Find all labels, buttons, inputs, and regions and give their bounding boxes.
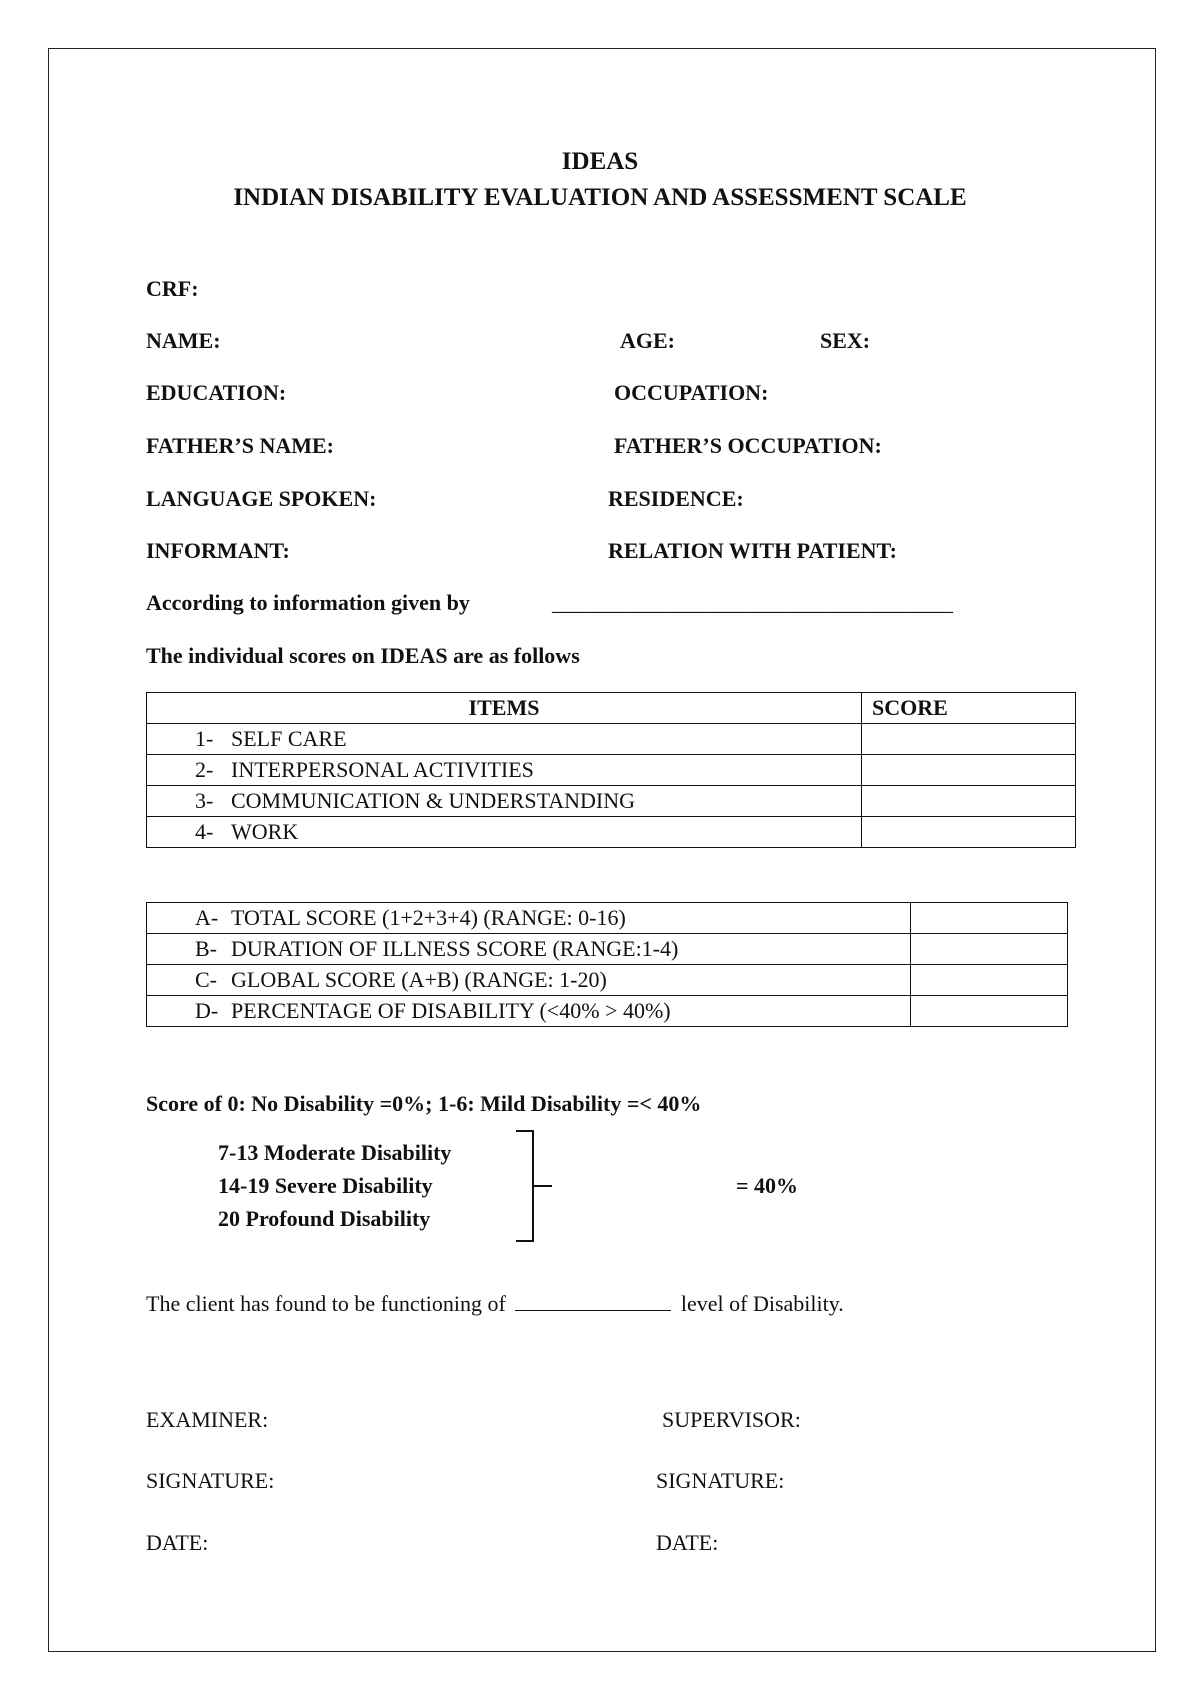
crf-label: CRF:	[146, 276, 199, 301]
score-header: SCORE	[862, 693, 1076, 724]
item-number: 4-	[195, 819, 214, 844]
score-legend-line: Score of 0: No Disability =0%; 1-6: Mild Disability =< 40%	[146, 1091, 702, 1116]
residence-label: RESIDENCE:	[608, 486, 744, 511]
score-cell[interactable]	[911, 903, 1068, 934]
table-row	[147, 755, 1076, 786]
equals-40-percent: = 40%	[736, 1173, 799, 1198]
score-cell[interactable]	[862, 755, 1076, 786]
table-row	[147, 996, 1068, 1027]
profound-disability-label: 20 Profound Disability	[218, 1206, 431, 1231]
score-cell[interactable]	[862, 786, 1076, 817]
item-label: SELF CARE	[231, 726, 347, 751]
according-to-blank: ________________________________________	[552, 590, 952, 615]
moderate-disability-label: 7-13 Moderate Disability	[218, 1140, 452, 1165]
signature-left-label: SIGNATURE:	[146, 1468, 275, 1493]
item-label: TOTAL SCORE (1+2+3+4) (RANGE: 0-16)	[231, 905, 626, 930]
items-table	[146, 692, 1076, 848]
date-right-label: DATE:	[656, 1530, 719, 1555]
items-header: ITEMS	[147, 693, 862, 724]
form-title: IDEAS	[561, 148, 639, 175]
according-to-label: According to information given by	[146, 590, 470, 615]
item-label: INTERPERSONAL ACTIVITIES	[231, 757, 534, 782]
curly-brace-icon	[516, 1130, 534, 1242]
conclusion-prefix: The client has found to be functioning of	[146, 1291, 506, 1316]
item-letter: A-	[195, 905, 219, 930]
fathers-name-label: FATHER’S NAME:	[146, 433, 335, 458]
name-label: NAME:	[146, 328, 221, 353]
item-number: 2-	[195, 757, 214, 782]
table-row	[147, 786, 1076, 817]
signature-right-label: SIGNATURE:	[656, 1468, 785, 1493]
item-number: 1-	[195, 726, 214, 751]
item-letter: D-	[195, 998, 219, 1023]
score-cell[interactable]	[862, 817, 1076, 848]
table-header-row	[147, 693, 1076, 724]
brace-tip	[534, 1185, 552, 1187]
item-label: GLOBAL SCORE (A+B) (RANGE: 1-20)	[231, 967, 607, 992]
item-label: PERCENTAGE OF DISABILITY (<40% > 40%)	[231, 998, 671, 1023]
age-label: AGE:	[620, 328, 675, 353]
supervisor-label: SUPERVISOR:	[662, 1407, 801, 1432]
form-subtitle: INDIAN DISABILITY EVALUATION AND ASSESSMENT SCALE	[233, 184, 967, 211]
table-row	[147, 965, 1068, 996]
table-row	[147, 934, 1068, 965]
disability-level-blank[interactable]	[515, 1290, 671, 1311]
relation-with-patient-label: RELATION WITH PATIENT:	[608, 538, 897, 563]
item-label: DURATION OF ILLNESS SCORE (RANGE:1-4)	[231, 936, 679, 961]
item-letter: B-	[195, 936, 217, 961]
item-number: 3-	[195, 788, 214, 813]
education-label: EDUCATION:	[146, 380, 287, 405]
sex-label: SEX:	[820, 328, 871, 353]
fathers-occupation-label: FATHER’S OCCUPATION:	[614, 433, 882, 458]
table-row	[147, 817, 1076, 848]
score-cell[interactable]	[911, 965, 1068, 996]
date-left-label: DATE:	[146, 1530, 209, 1555]
score-cell[interactable]	[911, 996, 1068, 1027]
conclusion-suffix: level of Disability.	[680, 1291, 844, 1316]
informant-label: INFORMANT:	[146, 538, 290, 563]
summary-table	[146, 902, 1068, 1027]
item-label: COMMUNICATION & UNDERSTANDING	[231, 788, 636, 813]
language-spoken-label: LANGUAGE SPOKEN:	[146, 486, 377, 511]
item-label: WORK	[231, 819, 299, 844]
score-cell[interactable]	[862, 724, 1076, 755]
examiner-label: EXAMINER:	[146, 1407, 269, 1432]
item-letter: C-	[195, 967, 217, 992]
scores-intro: The individual scores on IDEAS are as follows	[146, 643, 580, 668]
occupation-label: OCCUPATION:	[614, 380, 769, 405]
table-row	[147, 903, 1068, 934]
conclusion-line	[146, 1290, 844, 1317]
score-cell[interactable]	[911, 934, 1068, 965]
table-row	[147, 724, 1076, 755]
severe-disability-label: 14-19 Severe Disability	[218, 1173, 433, 1198]
